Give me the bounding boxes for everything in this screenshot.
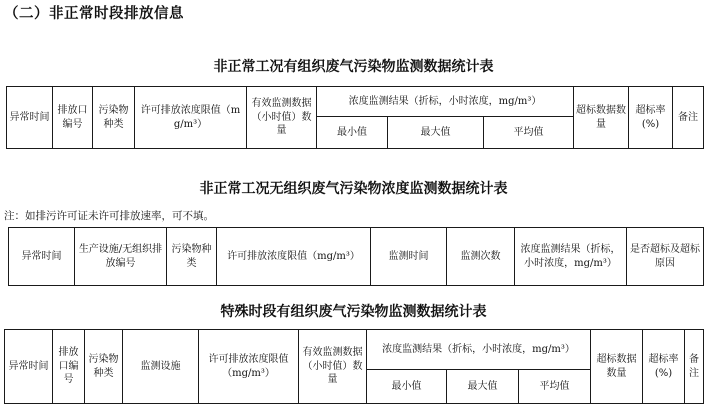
t1-header-concentration-results: 浓度监测结果（折标，小时浓度，mg/m³） — [317, 87, 574, 117]
t1-header-outlet-id: 排放口编号 — [53, 87, 93, 149]
t3-header-remarks: 备注 — [685, 330, 704, 404]
table3-special-period-emissions — [4, 329, 704, 404]
t3-header-avg: 平均值 — [519, 370, 591, 404]
t3-header-concentration-results: 浓度监测结果（折标，小时浓度，mg/m³） — [367, 330, 591, 370]
t1-header-avg: 平均值 — [484, 117, 574, 149]
t2-header-exceed-reason: 是否超标及超标原因 — [627, 228, 704, 286]
table2-title: 非正常工况无组织废气污染物浓度监测数据统计表 — [199, 181, 508, 197]
t3-header-exceed-count: 超标数据数量 — [591, 330, 643, 404]
table2-abnormal-fugitive-emissions — [8, 227, 704, 286]
t3-header-min: 最小值 — [367, 370, 447, 404]
t3-header-pollutant-type: 污染物种类 — [85, 330, 123, 404]
t2-header-monitor-count: 监测次数 — [447, 228, 515, 286]
table2-note: 注：如排污许可证未许可排放速率，可不填。 — [4, 210, 214, 222]
t2-header-monitor-time: 监测时间 — [371, 228, 447, 286]
table3-title: 特殊时段有组织废气污染物监测数据统计表 — [220, 304, 487, 320]
t1-header-max: 最大值 — [388, 117, 484, 149]
t1-header-permitted-limit: 许可排放浓度限值（mg/m³） — [135, 87, 247, 149]
t3-header-monitor-facility: 监测设施 — [123, 330, 199, 404]
t3-header-abnormal-time: 异常时间 — [5, 330, 53, 404]
section-heading: （二）非正常时段排放信息 — [4, 6, 184, 22]
t1-header-pollutant-type: 污染物种类 — [93, 87, 135, 149]
t2-header-abnormal-time: 异常时间 — [9, 228, 75, 286]
t2-header-pollutant-type: 污染物种类 — [167, 228, 217, 286]
t3-header-outlet-id: 排放口编号 — [53, 330, 85, 404]
t1-header-remarks: 备注 — [673, 87, 704, 149]
t2-header-concentration-results: 浓度监测结果（折标，小时浓度，mg/m³） — [515, 228, 627, 286]
t3-header-valid-data-count: 有效监测数据（小时值）数量 — [299, 330, 367, 404]
t3-header-exceed-rate: 超标率(%) — [643, 330, 685, 404]
t3-header-max: 最大值 — [447, 370, 519, 404]
t1-header-exceed-rate: 超标率(%) — [629, 87, 673, 149]
table1-title: 非正常工况有组织废气污染物监测数据统计表 — [213, 59, 494, 75]
t1-header-abnormal-time: 异常时间 — [7, 87, 53, 149]
t2-header-facility-id: 生产设施/无组织排放编号 — [75, 228, 167, 286]
t1-header-exceed-count: 超标数据数量 — [574, 87, 629, 149]
t1-header-min: 最小值 — [317, 117, 388, 149]
t1-header-valid-data-count: 有效监测数据（小时值）数量 — [247, 87, 317, 149]
table1-abnormal-organized-emissions — [6, 86, 704, 149]
t2-header-permitted-limit: 许可排放浓度限值（mg/m³） — [217, 228, 371, 286]
t3-header-permitted-limit: 许可排放浓度限值（mg/m³） — [199, 330, 299, 404]
